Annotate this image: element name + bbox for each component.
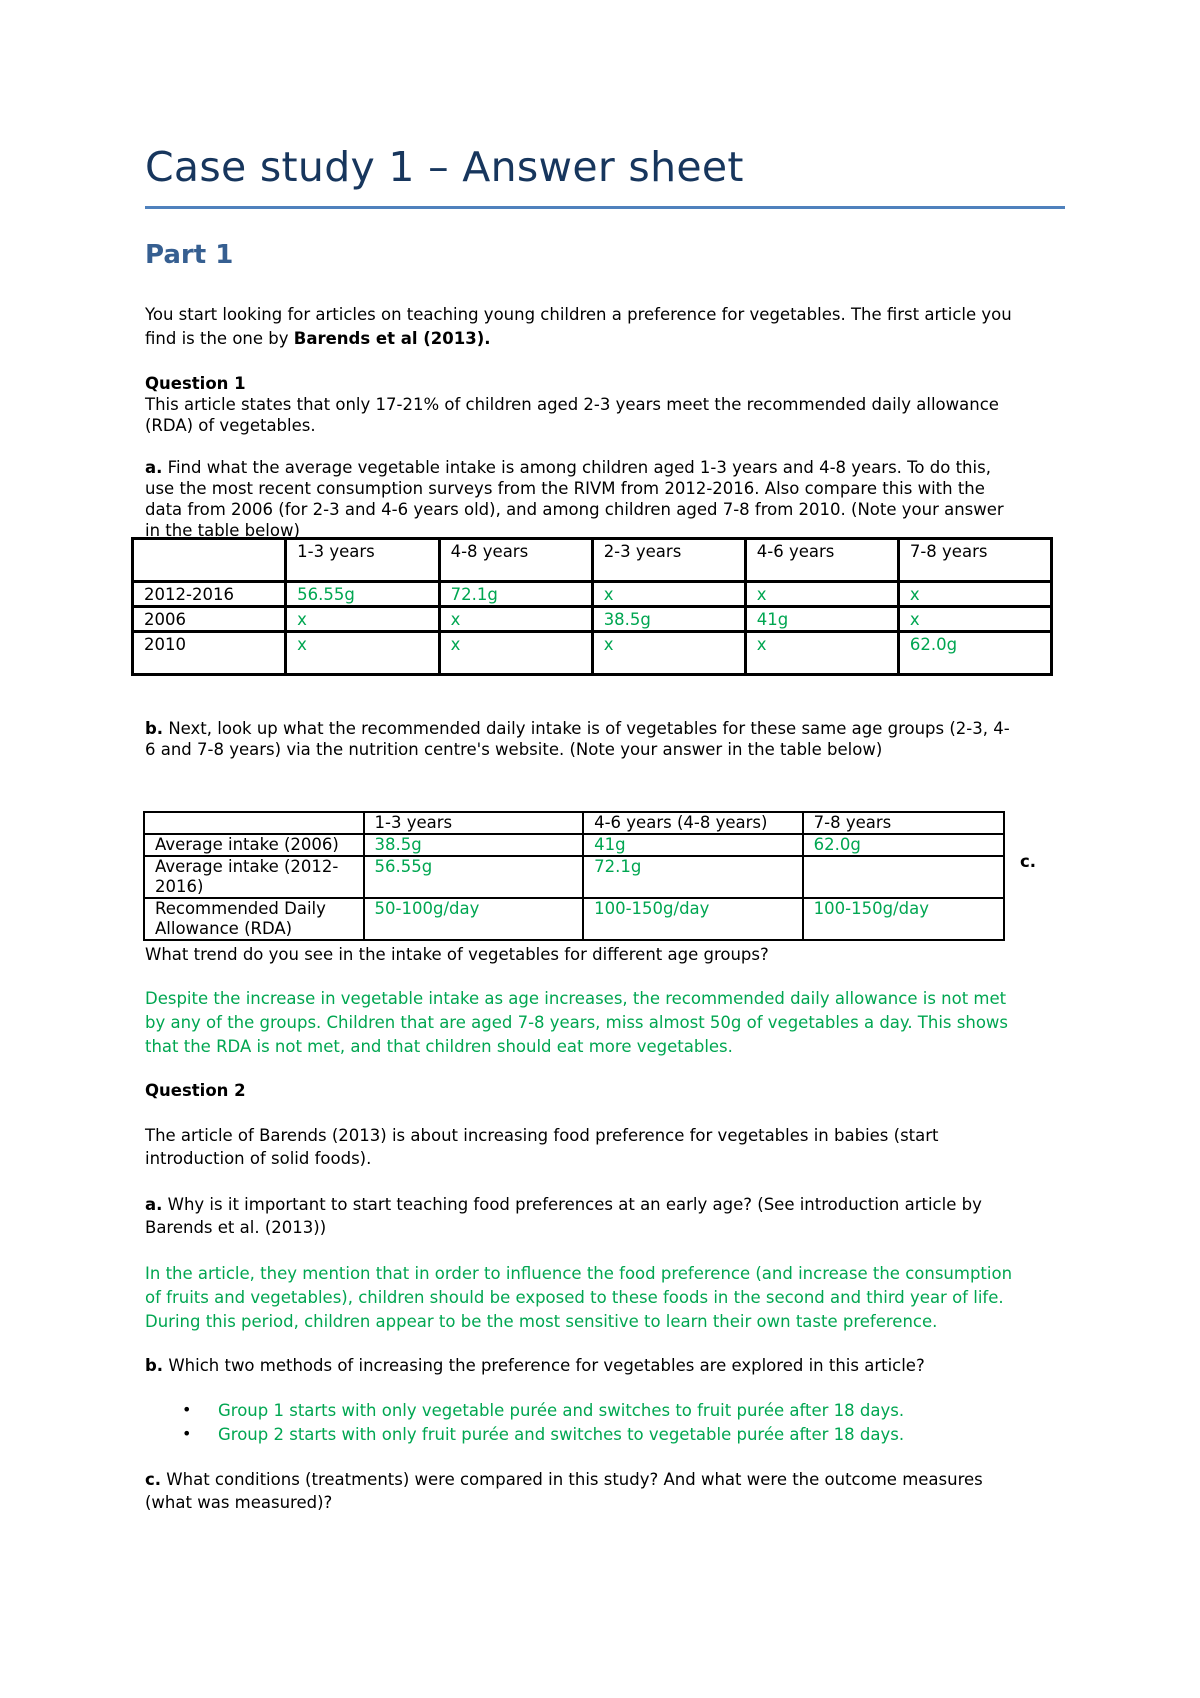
- table-header-cell: [144, 812, 364, 834]
- table-header-cell: 4-6 years (4-8 years): [583, 812, 803, 834]
- q2a-answer: of fruits and vegetables), children should be exposed to these foods in the second and third year of life.: [145, 1288, 1004, 1307]
- table-header-cell: 2-3 years: [592, 539, 745, 582]
- table-cell: x: [439, 632, 592, 675]
- table-cell: [803, 856, 1004, 898]
- intro-citation: Barends et al (2013).: [293, 329, 491, 348]
- q2c-line: What conditions (treatments) were compared in this study? And what were the outcome measures: [161, 1470, 983, 1489]
- q2a-label: a.: [145, 1195, 163, 1214]
- table-header-cell: 1-3 years: [364, 812, 584, 834]
- q1a-line: in the table below): [145, 521, 300, 540]
- q1b-line: 6 and 7-8 years) via the nutrition centre's website. (Note your answer in the table below): [145, 740, 883, 759]
- table-cell: 100-150g/day: [583, 898, 803, 940]
- rda-table: [143, 811, 1005, 941]
- q2c-text: [145, 1468, 983, 1491]
- table-row: [133, 632, 1052, 675]
- table-cell: x: [286, 607, 439, 632]
- table-header-cell: 7-8 years: [898, 539, 1051, 582]
- q2c-line: (what was measured)?: [145, 1493, 333, 1512]
- table-cell: 100-150g/day: [803, 898, 1004, 940]
- table-cell: 56.55g: [364, 856, 584, 898]
- q1a-line: Find what the average vegetable intake is among children aged 1-3 years and 4-8 years. To do this,: [162, 458, 991, 477]
- table-header-cell: 4-6 years: [745, 539, 898, 582]
- table-cell: x: [745, 582, 898, 607]
- q1b-line: Next, look up what the recommended daily intake is of vegetables for these same age groups (2-3, 4-: [163, 719, 1010, 738]
- q1a-line: use the most recent consumption surveys from the RIVM from 2012-2016. Also compare this with the: [145, 479, 985, 498]
- q2a-answer: During this period, children appear to be the most sensitive to learn their own taste preference.: [145, 1312, 938, 1331]
- table-cell: x: [592, 632, 745, 675]
- row-label: Recommended Daily Allowance (RDA): [144, 898, 364, 940]
- q2a-text: [145, 1193, 982, 1216]
- table-cell: x: [439, 607, 592, 632]
- table-header-row: [144, 812, 1004, 834]
- q2a-line: Barends et al. (2013)): [145, 1218, 327, 1237]
- section-heading: Part 1: [145, 240, 234, 270]
- q1c-label: c.: [1020, 852, 1037, 871]
- q1-text: (RDA) of vegetables.: [145, 416, 316, 435]
- document-title: Case study 1 – Answer sheet: [145, 143, 744, 191]
- table-cell: 38.5g: [364, 834, 584, 856]
- q1c-answer: by any of the groups. Children that are aged 7-8 years, miss almost 50g of vegetables a day. This shows: [145, 1013, 1009, 1032]
- bullet-icon: •: [182, 1400, 192, 1419]
- table-cell: x: [745, 632, 898, 675]
- table-cell: 50-100g/day: [364, 898, 584, 940]
- table-row: [144, 898, 1004, 940]
- list-item: Group 1 starts with only vegetable purée and switches to fruit purée after 18 days.: [218, 1401, 905, 1420]
- q2-text: The article of Barends (2013) is about increasing food preference for vegetables in babies (start: [145, 1126, 939, 1145]
- q1b-text: [145, 717, 1010, 740]
- table-cell: x: [592, 582, 745, 607]
- row-label: Average intake (2012-2016): [144, 856, 364, 898]
- q1c-answer: Despite the increase in vegetable intake as age increases, the recommended daily allowance is not met: [145, 989, 1007, 1008]
- table-cell: 41g: [583, 834, 803, 856]
- q2b-text: [145, 1354, 925, 1377]
- q1-text: This article states that only 17-21% of children aged 2-3 years meet the recommended daily allowance: [145, 395, 999, 414]
- q2b-label: b.: [145, 1356, 164, 1375]
- row-label: 2010: [133, 632, 286, 675]
- q2-text: introduction of solid foods).: [145, 1149, 372, 1168]
- table-cell: 56.55g: [286, 582, 439, 607]
- table-cell: 38.5g: [592, 607, 745, 632]
- table-cell: x: [286, 632, 439, 675]
- q1a-label: a.: [145, 458, 163, 477]
- row-label: 2012-2016: [133, 582, 286, 607]
- table-row: [144, 856, 1004, 898]
- q1a-text: [145, 456, 991, 479]
- table-cell: 72.1g: [439, 582, 592, 607]
- intro-text: find is the one by: [145, 329, 294, 348]
- table-header-cell: 1-3 years: [286, 539, 439, 582]
- row-label: 2006: [133, 607, 286, 632]
- q1a-line: data from 2006 (for 2-3 and 4-6 years old), and among children aged 7-8 from 2010. (Note your answer: [145, 500, 1004, 519]
- table-header-cell: 7-8 years: [803, 812, 1004, 834]
- table-header-cell: 4-8 years: [439, 539, 592, 582]
- bullet-icon: •: [182, 1424, 192, 1443]
- q2a-answer: In the article, they mention that in order to influence the food preference (and increase the consumption: [145, 1264, 1013, 1283]
- table-row: [133, 607, 1052, 632]
- question-2-heading: Question 2: [145, 1081, 246, 1100]
- list-item: Group 2 starts with only fruit purée and switches to vegetable purée after 18 days.: [218, 1425, 905, 1444]
- intake-table: [131, 537, 1053, 676]
- intro-line: [145, 327, 491, 350]
- table-cell: 72.1g: [583, 856, 803, 898]
- table-header-row: [133, 539, 1052, 582]
- table-cell: 62.0g: [803, 834, 1004, 856]
- question-1-heading: Question 1: [145, 374, 246, 393]
- table-cell: 62.0g: [898, 632, 1051, 675]
- table-cell: x: [898, 582, 1051, 607]
- q2b-line: Which two methods of increasing the preference for vegetables are explored in this article?: [163, 1356, 925, 1375]
- q2a-line: Why is it important to start teaching food preferences at an early age? (See introduction article by: [162, 1195, 982, 1214]
- table-cell: x: [898, 607, 1051, 632]
- q2c-label: c.: [145, 1470, 162, 1489]
- table-row: [144, 834, 1004, 856]
- row-label: Average intake (2006): [144, 834, 364, 856]
- table-cell: 41g: [745, 607, 898, 632]
- q1b-label: b.: [145, 719, 164, 738]
- table-row: [133, 582, 1052, 607]
- q1c-answer: that the RDA is not met, and that children should eat more vegetables.: [145, 1037, 733, 1056]
- intro-line: You start looking for articles on teaching young children a preference for vegetables. The first article you: [145, 305, 1012, 324]
- table-header-cell: [133, 539, 286, 582]
- title-underline: [145, 206, 1065, 209]
- q1c-question: What trend do you see in the intake of vegetables for different age groups?: [145, 945, 769, 964]
